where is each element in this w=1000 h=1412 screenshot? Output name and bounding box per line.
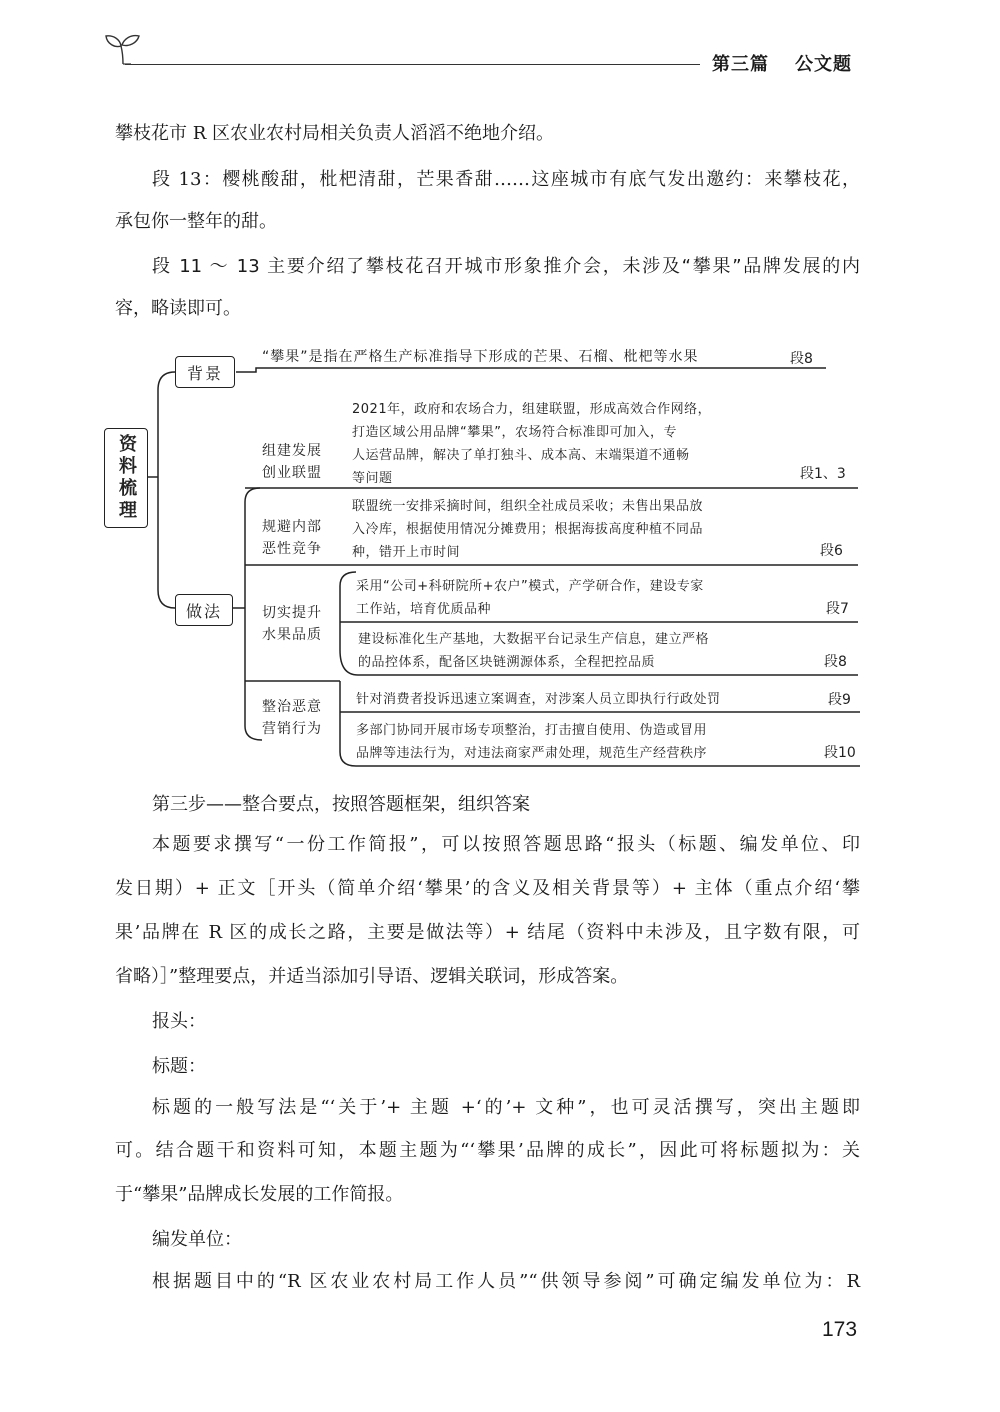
subheading: 标题：	[152, 1056, 206, 1077]
practice-item-detail: 采用“公司+科研院所+农户”模式，产学研合作，建设专家 工作站，培育优质品种	[356, 579, 704, 617]
practice-item-title: 整治恶意 营销行为	[262, 699, 322, 737]
root-label: 资料梳理	[116, 434, 137, 522]
paragraph-line: 可。结合题干和资料可知，本题主题为“‘攀果’品牌的成长”，因此可将标题拟为：关	[115, 1140, 860, 1161]
background-label: 背景	[186, 363, 223, 383]
practice-item-title: 切实提升 水果品质	[262, 605, 322, 643]
step-heading: 第三步——整合要点，按照答题框架，组织答案	[152, 794, 530, 815]
paragraph-line: 发日期）+ 正文［开头（简单介绍‘攀果’的含义及相关背景等）+ 主体（重点介绍‘攀	[115, 878, 860, 899]
paragraph-line: 段 11 ～ 13 主要介绍了攀枝花召开城市形象推介会，未涉及“攀果”品牌发展的内	[152, 256, 860, 277]
practice-item-title: 组建发展 创业联盟	[262, 443, 322, 481]
practice-item-detail: 多部门协同开展市场专项整治，打击擅自使用、伪造或冒用 品牌等违法行为，对违法商家严肃处理，规范生产经营秩序	[356, 723, 708, 761]
section-label: 第三篇	[712, 54, 769, 75]
practice-item-detail: 建设标准化生产基地，大数据平台记录生产信息，建立严格 的品控体系，配备区块链溯源体系，全程把控品质	[358, 632, 710, 670]
practice-item-ref: 段10	[824, 745, 856, 761]
paragraph-line: 容，略读即可。	[115, 298, 241, 319]
practice-item-detail: 联盟统一安排采摘时间，组织全社成员采收；未售出果品放 入冷库，根据使用情况分摊费用；根据海拔高度种植不同品 种，错开上市时间	[352, 499, 704, 560]
paragraph-line: 段 13：樱桃酸甜，枇杷清甜，芒果香甜……这座城市有底气发出邀约：来攀枝花，	[152, 169, 860, 190]
background-node	[175, 356, 235, 388]
practice-label: 做法	[185, 601, 222, 621]
root-node	[104, 428, 148, 528]
paragraph-line: 省略）］”整理要点，并适当添加引导语、逻辑关联词，形成答案。	[115, 966, 629, 987]
practice-item-detail: 针对消费者投诉迅速立案调查，对涉案人员立即执行行政处罚	[356, 692, 721, 707]
practice-item-detail: 2021年，政府和农场合力，组建联盟，形成高效合作网络， 打造区域公用品牌“攀果”，农场符合标准即可加入，专 人运营品牌，解决了单打独斗、成本高、末端渠道不通畅 等问题	[352, 402, 712, 486]
practice-item-ref: 段1、3	[800, 466, 846, 482]
paragraph-line: 根据题目中的“R 区农业农村局工作人员”“供领导参阅”可确定编发单位为：R	[152, 1271, 860, 1292]
practice-item-ref: 段6	[820, 543, 843, 559]
practice-item-ref: 段9	[828, 692, 851, 708]
category-label: 公文题	[795, 54, 852, 75]
paragraph-line: 果’品牌在 R 区的成长之路，主要是做法等）+ 结尾（资料中未涉及，且字数有限，可	[115, 922, 860, 943]
background-text: “攀果”是指在严格生产标准指导下形成的芒果、石榴、枇杷等水果	[262, 349, 699, 365]
paragraph-line: 本题要求撰写“一份工作简报”，可以按照答题思路“报头（标题、编发单位、印	[152, 834, 860, 855]
paragraph-line: 于“攀果”品牌成长发展的工作简报。	[115, 1184, 404, 1205]
paragraph-line: 攀枝花市 R 区农业农村局相关负责人滔滔不绝地介绍。	[115, 123, 554, 144]
practice-item-ref: 段7	[826, 601, 849, 617]
paragraph-line: 承包你一整年的甜。	[115, 211, 277, 232]
page-number: 173	[822, 1318, 858, 1341]
practice-node	[175, 594, 233, 626]
practice-item-title: 规避内部 恶性竞争	[262, 519, 322, 557]
background-ref: 段8	[790, 351, 813, 367]
paragraph-line: 标题的一般写法是“‘关于’+ 主题 +‘的’+ 文种”，也可灵活撰写，突出主题即	[152, 1097, 860, 1118]
subheading: 报头：	[152, 1011, 206, 1032]
subheading: 编发单位：	[152, 1229, 242, 1250]
practice-item-ref: 段8	[824, 654, 847, 670]
